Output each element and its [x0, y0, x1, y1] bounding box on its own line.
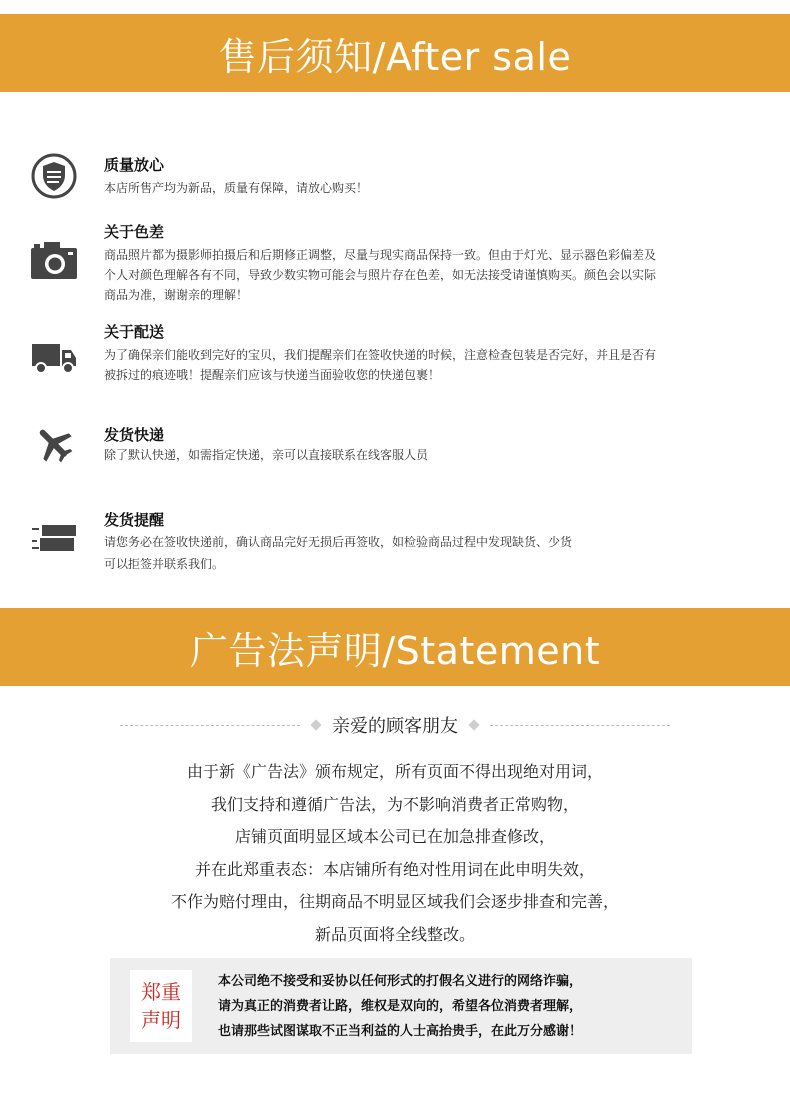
- item-description: [104, 178, 764, 198]
- fast-delivery-icon: [28, 515, 80, 563]
- description-line: 商品为准，谢谢亲的理解！: [104, 288, 249, 302]
- description-line: 个人对颜色理解各有不同，导致少数实物可能会与照片存在色差，如无法接受请谨慎购买。颜色会以实际: [104, 268, 657, 282]
- item-title: 质量放心: [104, 156, 165, 174]
- description-line: 被拆过的痕迹哦！提醒亲们应该与快递当面验收您的快递包裹！: [104, 368, 441, 382]
- divider: [490, 725, 670, 726]
- statement-banner: [0, 608, 790, 686]
- statement-line: 我们支持和遵循广告法，为不影响消费者正常购物，: [210, 794, 579, 814]
- badge-line: 郑重: [141, 980, 181, 1004]
- item-title: 关于色差: [104, 223, 165, 241]
- item-title: 关于配送: [104, 323, 165, 341]
- statement-line: 并在此郑重表态：本店铺所有绝对性用词在此申明失效，: [194, 859, 595, 879]
- declaration-line: 本公司绝不接受和妥协以任何形式的打假名义进行的网络诈骗，: [218, 974, 583, 989]
- truck-icon: [28, 334, 80, 382]
- description-line: 本店所售产均为新品，质量有保障，请放心购买！: [104, 181, 369, 195]
- item-title: 发货提醒: [104, 511, 165, 529]
- solemn-declaration-box: [110, 958, 692, 1054]
- statement-body: [0, 756, 790, 951]
- declaration-line: 请为真正的消费者让路，维权是双向的，希望各位消费者理解，: [218, 999, 583, 1014]
- shield-icon: [28, 152, 80, 200]
- camera-icon: [28, 236, 80, 284]
- after-sale-heading: 售后须知/After sale: [218, 34, 572, 79]
- item-title: 发货快递: [104, 426, 165, 444]
- declaration-line: 也请那些试图谋取不正当利益的人士高抬贵手，在此万分感谢！: [218, 1024, 583, 1039]
- description-line: 商品照片都为摄影师拍摄后和后期修正调整，尽量与现实商品保持一致。但由于灯光、显示器色彩偏差及: [104, 248, 657, 262]
- declaration-text: [218, 969, 688, 1044]
- badge-line: 声明: [141, 1008, 181, 1032]
- diamond-ornament: [310, 719, 321, 730]
- statement-line: 不作为赔付理由，往期商品不明显区域我们会逐步排查和完善，: [170, 892, 619, 911]
- description-line: 除了默认快递，如需指定快递，亲可以直接联系在线客服人员: [104, 448, 429, 462]
- after-sale-banner: [0, 14, 790, 92]
- description-line: 可以拒签并联系我们。: [104, 557, 225, 571]
- diamond-ornament: [468, 719, 479, 730]
- statement-subheading: [0, 710, 790, 740]
- statement-line: 新品页面将全线整改。: [314, 924, 475, 944]
- airplane-icon: [28, 420, 80, 468]
- description-line: 为了确保亲们能收到完好的宝贝，我们提醒亲们在签收快递的时候，注意检查包装是否完好，并且是否有: [104, 348, 657, 362]
- divider: [120, 725, 300, 726]
- item-description: [104, 345, 764, 385]
- subheading-text: 亲爱的顾客朋友: [332, 716, 458, 737]
- description-line: 请您务必在签收快递前，确认商品完好无损后再签收，如检验商品过程中发现缺货、少货: [104, 535, 573, 549]
- item-description: [104, 445, 764, 465]
- statement-heading: 广告法声明/Statement: [189, 628, 601, 673]
- statement-line: 店铺页面明显区域本公司已在加急排查修改，: [234, 827, 555, 846]
- item-description: [104, 245, 764, 305]
- item-description: [104, 531, 764, 575]
- statement-line: 由于新《广告法》颁布规定，所有页面不得出现绝对用词，: [186, 762, 603, 781]
- declaration-badge: [130, 970, 192, 1042]
